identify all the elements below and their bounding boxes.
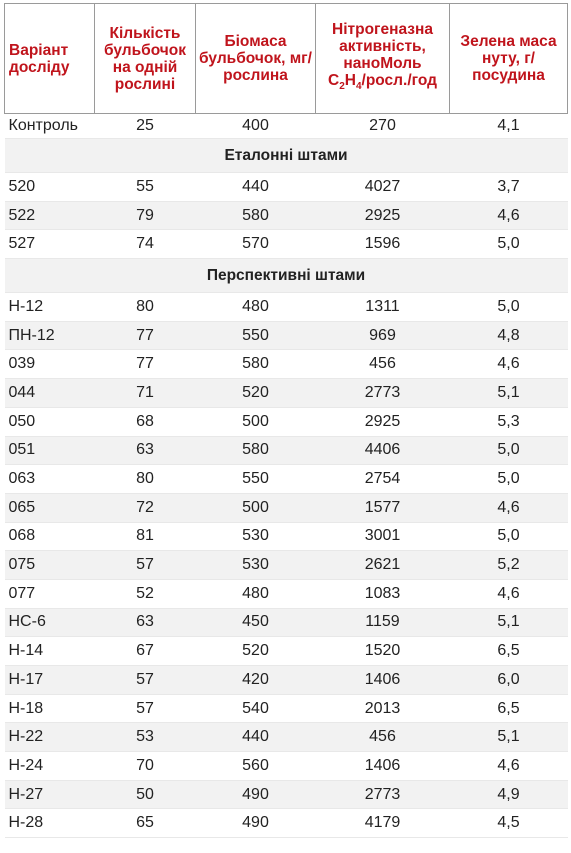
cell-green-mass: 4,5 (450, 809, 568, 838)
header-nitrogenase-h: H (344, 72, 356, 90)
cell-nodules: 71 (95, 379, 196, 408)
cell-biomass: 400 (196, 114, 316, 139)
cell-activity: 1577 (316, 493, 450, 522)
cell-variant: 520 (5, 173, 95, 202)
cell-biomass: 440 (196, 723, 316, 752)
cell-nodules: 77 (95, 321, 196, 350)
cell-nodules: 63 (95, 608, 196, 637)
table-row (5, 321, 568, 350)
table-row (5, 579, 568, 608)
header-nitrogenase-sub2: 4 (355, 81, 362, 93)
cell-nodules: 80 (95, 465, 196, 494)
cell-green-mass: 4,6 (450, 752, 568, 781)
cell-biomass: 450 (196, 608, 316, 637)
cell-variant: Н-14 (5, 637, 95, 666)
cell-green-mass: 4,8 (450, 321, 568, 350)
cell-nodules: 50 (95, 780, 196, 809)
cell-nodules: 79 (95, 201, 196, 230)
cell-biomass: 480 (196, 579, 316, 608)
cell-green-mass: 4,9 (450, 780, 568, 809)
cell-biomass: 420 (196, 666, 316, 695)
header-nitrogenase-unit: /росл./год (361, 72, 437, 90)
cell-activity: 270 (316, 114, 450, 139)
table-row (5, 379, 568, 408)
cell-variant: 039 (5, 350, 95, 379)
cell-activity: 4179 (316, 809, 450, 838)
cell-biomass: 530 (196, 522, 316, 551)
header-biomass: Біомаса бульбочок, мг/рослина (196, 4, 316, 114)
cell-biomass: 580 (196, 350, 316, 379)
cell-variant: Контроль (5, 114, 95, 139)
header-nitrogenase-c: C (327, 72, 340, 90)
cell-nodules: 25 (95, 114, 196, 139)
header-nitrogenase-text: Нітрогеназна активність, наноМоль (332, 21, 433, 73)
cell-nodules: 67 (95, 637, 196, 666)
table-row (5, 694, 568, 723)
cell-nodules: 53 (95, 723, 196, 752)
cell-biomass: 440 (196, 173, 316, 202)
cell-green-mass: 5,0 (450, 522, 568, 551)
cell-variant: ПН-12 (5, 321, 95, 350)
table-row (5, 465, 568, 494)
cell-activity: 2925 (316, 201, 450, 230)
header-variant: Варіант досліду (5, 4, 95, 114)
cell-activity: 1159 (316, 608, 450, 637)
cell-green-mass: 4,1 (450, 114, 568, 139)
table-row (5, 407, 568, 436)
table-row (5, 201, 568, 230)
cell-nodules: 65 (95, 809, 196, 838)
results-table (4, 3, 568, 838)
cell-variant: 522 (5, 201, 95, 230)
table-row (5, 723, 568, 752)
cell-activity: 1083 (316, 579, 450, 608)
cell-biomass: 570 (196, 230, 316, 259)
cell-variant: 068 (5, 522, 95, 551)
cell-green-mass: 5,1 (450, 379, 568, 408)
cell-biomass: 490 (196, 780, 316, 809)
cell-activity: 2754 (316, 465, 450, 494)
cell-variant: 527 (5, 230, 95, 259)
cell-variant: 051 (5, 436, 95, 465)
cell-activity: 4027 (316, 173, 450, 202)
table-row (5, 493, 568, 522)
table-row (5, 350, 568, 379)
table-row (5, 293, 568, 322)
table-row (5, 780, 568, 809)
cell-green-mass: 3,7 (450, 173, 568, 202)
cell-activity: 2773 (316, 780, 450, 809)
cell-variant: 044 (5, 379, 95, 408)
cell-variant: Н-28 (5, 809, 95, 838)
cell-biomass: 580 (196, 436, 316, 465)
section-row-reference (5, 139, 568, 173)
cell-green-mass: 6,5 (450, 637, 568, 666)
cell-biomass: 520 (196, 379, 316, 408)
cell-variant: Н-27 (5, 780, 95, 809)
cell-nodules: 52 (95, 579, 196, 608)
cell-green-mass: 5,0 (450, 465, 568, 494)
cell-green-mass: 4,6 (450, 350, 568, 379)
cell-activity: 4406 (316, 436, 450, 465)
cell-biomass: 540 (196, 694, 316, 723)
cell-biomass: 490 (196, 809, 316, 838)
cell-variant: 077 (5, 579, 95, 608)
cell-activity: 1406 (316, 666, 450, 695)
cell-nodules: 57 (95, 666, 196, 695)
cell-variant: 050 (5, 407, 95, 436)
cell-activity: 1406 (316, 752, 450, 781)
cell-green-mass: 5,1 (450, 608, 568, 637)
cell-activity: 456 (316, 350, 450, 379)
cell-activity: 2925 (316, 407, 450, 436)
cell-green-mass: 5,3 (450, 407, 568, 436)
cell-nodules: 74 (95, 230, 196, 259)
cell-activity: 969 (316, 321, 450, 350)
cell-biomass: 550 (196, 321, 316, 350)
control-row (5, 114, 568, 139)
cell-nodules: 57 (95, 551, 196, 580)
results-table-container (4, 3, 567, 838)
cell-biomass: 580 (196, 201, 316, 230)
cell-nodules: 57 (95, 694, 196, 723)
cell-green-mass: 5,0 (450, 293, 568, 322)
cell-nodules: 63 (95, 436, 196, 465)
cell-nodules: 80 (95, 293, 196, 322)
table-header (5, 4, 568, 114)
cell-activity: 1520 (316, 637, 450, 666)
cell-variant: Н-17 (5, 666, 95, 695)
cell-variant: Н-18 (5, 694, 95, 723)
cell-variant: 063 (5, 465, 95, 494)
cell-variant: Н-12 (5, 293, 95, 322)
cell-biomass: 500 (196, 493, 316, 522)
table-row (5, 666, 568, 695)
cell-biomass: 560 (196, 752, 316, 781)
header-row (5, 4, 568, 114)
cell-green-mass: 4,6 (450, 579, 568, 608)
cell-biomass: 500 (196, 407, 316, 436)
cell-nodules: 68 (95, 407, 196, 436)
table-row (5, 809, 568, 838)
section-row-promising (5, 259, 568, 293)
table-body (5, 114, 568, 838)
cell-green-mass: 5,0 (450, 230, 568, 259)
cell-activity: 2773 (316, 379, 450, 408)
cell-activity: 3001 (316, 522, 450, 551)
cell-biomass: 550 (196, 465, 316, 494)
cell-activity: 1311 (316, 293, 450, 322)
cell-variant: Н-24 (5, 752, 95, 781)
cell-green-mass: 6,0 (450, 666, 568, 695)
header-nitrogenase (316, 4, 450, 114)
cell-nodules: 81 (95, 522, 196, 551)
section-title-promising: Перспективні штами (5, 259, 568, 293)
table-row (5, 230, 568, 259)
cell-variant: 065 (5, 493, 95, 522)
table-row (5, 436, 568, 465)
cell-nodules: 70 (95, 752, 196, 781)
cell-green-mass: 5,1 (450, 723, 568, 752)
header-nodules: Кількість бульбочок на одній рослині (95, 4, 196, 114)
cell-activity: 2013 (316, 694, 450, 723)
cell-variant: НС-6 (5, 608, 95, 637)
cell-nodules: 77 (95, 350, 196, 379)
section-title-reference: Еталонні штами (5, 139, 568, 173)
header-green-mass: Зелена маса нуту, г/посудина (450, 4, 568, 114)
cell-activity: 2621 (316, 551, 450, 580)
cell-nodules: 72 (95, 493, 196, 522)
cell-biomass: 530 (196, 551, 316, 580)
cell-nodules: 55 (95, 173, 196, 202)
table-row (5, 522, 568, 551)
header-nitrogenase-sub1: 2 (339, 81, 345, 93)
table-row (5, 173, 568, 202)
cell-green-mass: 4,6 (450, 201, 568, 230)
cell-green-mass: 6,5 (450, 694, 568, 723)
cell-biomass: 520 (196, 637, 316, 666)
cell-green-mass: 5,2 (450, 551, 568, 580)
cell-activity: 1596 (316, 230, 450, 259)
table-row (5, 551, 568, 580)
cell-activity: 456 (316, 723, 450, 752)
cell-variant: 075 (5, 551, 95, 580)
table-row (5, 608, 568, 637)
cell-biomass: 480 (196, 293, 316, 322)
cell-green-mass: 4,6 (450, 493, 568, 522)
cell-variant: Н-22 (5, 723, 95, 752)
table-row (5, 752, 568, 781)
cell-green-mass: 5,0 (450, 436, 568, 465)
table-row (5, 637, 568, 666)
